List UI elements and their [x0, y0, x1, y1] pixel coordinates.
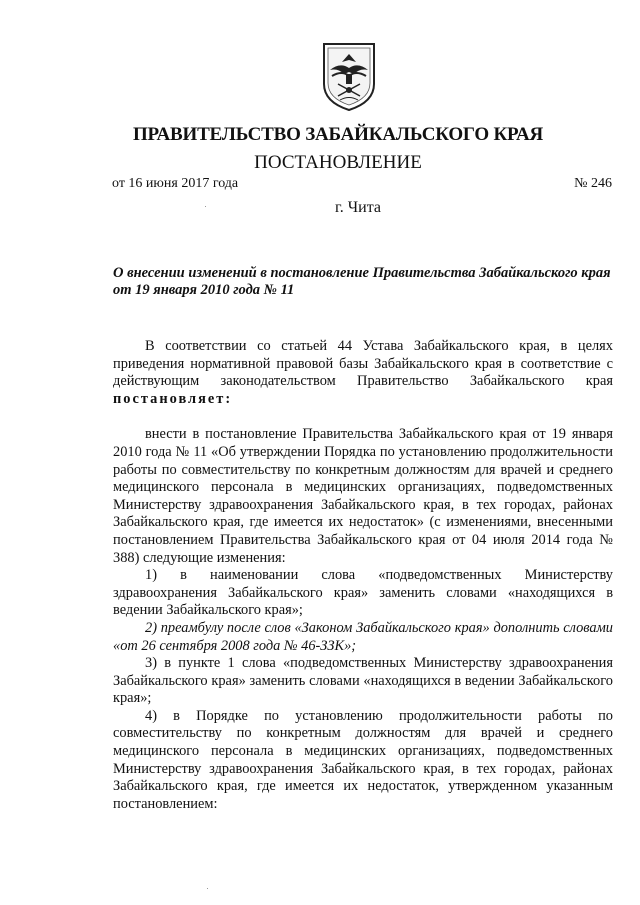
- coat-of-arms-icon: [320, 40, 378, 112]
- document-type: ПОСТАНОВЛЕНИЕ: [254, 152, 422, 173]
- intro-paragraph: [113, 338, 613, 408]
- document-subject: О внесении изменений в постановление Правительства Забайкальского края от 19 января 2010 года № 11: [113, 265, 611, 298]
- document-body: [113, 338, 613, 813]
- item-4: 4) в Порядке по установлению продолжительности работы по совместительству по конкретным должностям для врачей и среднего медицинского персонала в медицинских организациях, подведомственных Министерству здравоохранения Забайкальского края, в тех городах, районах Забайкальского края, где имеется их недостаток, утвержденном указанным постановлением:: [113, 707, 613, 812]
- scan-speck: [207, 888, 208, 889]
- document-number: № 246: [574, 176, 612, 191]
- document-city: г. Чита: [334, 199, 381, 216]
- decree-word: постановляет:: [113, 390, 233, 407]
- item-3: 3) в пункте 1 слова «подведомственных Министерству здравоохранения Забайкальского края» заменить словами «находящихся в ведении Забайкальского края»;: [113, 655, 613, 707]
- document-date: от 16 июня 2017 года: [112, 176, 239, 191]
- intro-text: В соответствии со статьей 44 Устава Забайкальского края, в целях приведения нормативной правовой базы Забайкальского края в соответствие с действующим законодательством Правительство Забайкальского края: [113, 338, 613, 390]
- item-2: 2) преамбулу после слов «Законом Забайкальского края» дополнить словами «от 26 сентября 2008 года № 46-ЗЗК»;: [113, 619, 613, 654]
- main-paragraph: внести в постановление Правительства Забайкальского края от 19 января 2010 года № 11 «Об утверждении Порядка по установлению продолжительности работы по совместительству по конкретным должностям для врачей и среднего медицинского персонала в медицинских организациях, подведомственных Министерству здравоохранения Забайкальского края, в тех городах, районах Забайкальского края, где имеется их недостаток» (с изменениями, внесенными постановлением Правительства Забайкальского края от 04 июля 2014 года № 388) следующие изменения:: [113, 426, 613, 566]
- scan-speck: [205, 206, 206, 207]
- item-1: 1) в наименовании слова «подведомственных Министерству здравоохранения Забайкальского края» заменить словами «находящихся в ведении Забайкальского края»;: [113, 567, 613, 619]
- government-title: ПРАВИТЕЛЬСТВО ЗАБАЙКАЛЬСКОГО КРАЯ: [132, 124, 544, 145]
